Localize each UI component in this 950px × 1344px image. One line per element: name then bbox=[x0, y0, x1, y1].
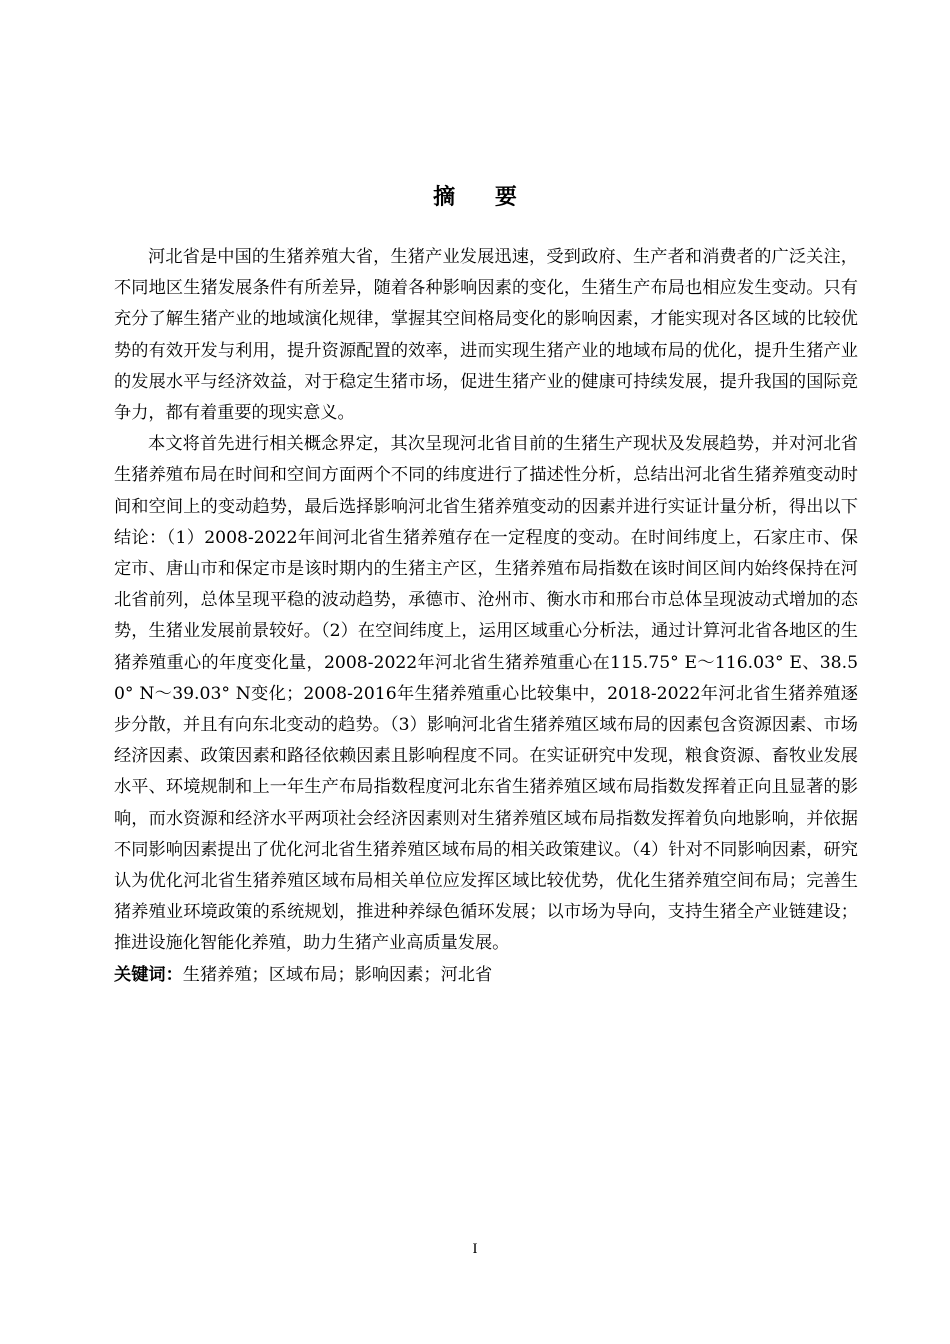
page-number: I bbox=[472, 1241, 478, 1257]
abstract-paragraph-1: 河北省是中国的生猪养殖大省，生猪产业发展迅速，受到政府、生产者和消费者的广泛关注，不同地区生猪发展条件有所差异，随着各种影响因素的变化，生猪生产布局也相应发生变动。只有充分了解生猪产业的地域演化规律，掌握其空间格局变化的影响因素，才能实现对各区域的比较优势的有效开发与利用，提升资源配置的效率，进而实现生猪产业的地域布局的优化，提升生猪产业的发展水平与经济效益，对于稳定生猪市场，促进生猪产业的健康可持续发展，提升我国的国际竞争力，都有着重要的现实意义。 bbox=[114, 247, 858, 424]
abstract-title: 摘 要 bbox=[433, 185, 533, 210]
keywords-text: 生猪养殖；区域布局；影响因素；河北省 bbox=[182, 964, 493, 985]
abstract-paragraph-2: 本文将首先进行相关概念界定，其次呈现河北省目前的生猪生产现状及发展趋势，并对河北省生猪养殖布局在时间和空间方面两个不同的纬度进行了描述性分析，总结出河北省生猪养殖变动时间和空间上的变动趋势，最后选择影响河北省生猪养殖变动的因素并进行实证计量分析，得出以下结论：（1）2008-2022年间河北省生猪养殖存在一定程度的变动。在时间纬度上，石家庄市、保定市、唐山市和保定市是该时期内的生猪主产区，生猪养殖布局指数在该时间区间内始终保持在河北省前列，总体呈现平稳的波动趋势，承德市、沧州市、衡水市和邢台市总体呈现波动式增加的态势，生猪业发展前景较好。（2）在空间纬度上，运用区域重心分析法，通过计算河北省各地区的生猪养殖重心的年度变化量，2008-2022年河北省生猪养殖重心在115.75° E～116.03° E、38.50° N～39.03° N变化；2008-2016年生猪养殖重心比较集中，2018-2022年河北省生猪养殖逐步分散，并且有向东北变动的趋势。（3）影响河北省生猪养殖区域布局的因素包含资源因素、市场经济因素、政策因素和路径依赖因素且影响程度不同。在实证研究中发现，粮食资源、畜牧业发展水平、环境规制和上一年生产布局指数程度河北东省生猪养殖区域布局指数发挥着正向且显著的影响，而水资源和经济水平两项社会经济因素则对生猪养殖区域布局指数发挥着负向地影响，并依据不同影响因素提出了优化河北省生猪养殖区域布局的相关政策建议。（4）针对不同影响因素，研究认为优化河北省生猪养殖区域布局相关单位应发挥区域比较优势，优化生猪养殖空间布局；完善生猪养殖业环境政策的系统规划，推进种养绿色循环发展；以市场为导向，支持生猪全产业链建设；推进设施化智能化养殖，助力生猪产业高质量发展。 bbox=[114, 434, 858, 954]
keywords-label: 关键词： bbox=[114, 964, 183, 985]
keywords-line bbox=[114, 960, 858, 991]
abstract-body bbox=[114, 242, 858, 991]
